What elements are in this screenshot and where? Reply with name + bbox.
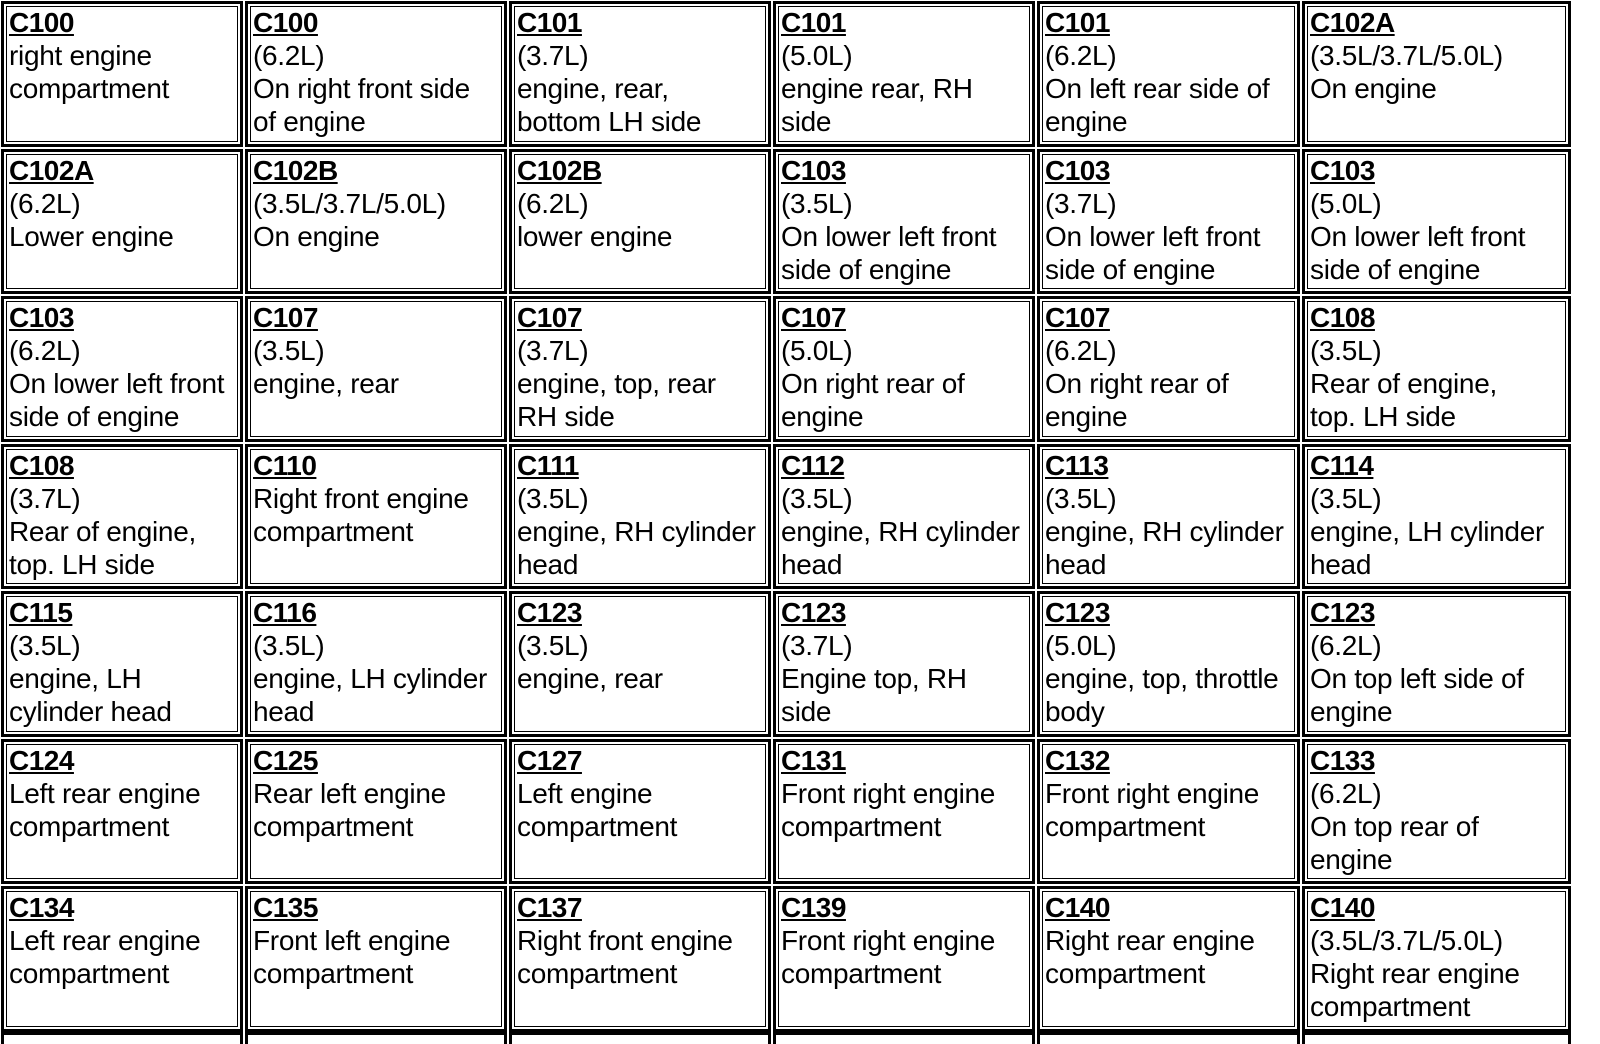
table-cell-edge xyxy=(245,1032,507,1044)
cell-line: (5.0L) xyxy=(1310,187,1382,219)
connector-code: C110 xyxy=(253,449,317,481)
connector-code: C124 xyxy=(9,744,74,776)
connector-code: C108 xyxy=(1310,302,1375,333)
cell-line: side xyxy=(781,696,832,727)
table-cell xyxy=(1,1,243,147)
cell-line: Right rear engine xyxy=(1045,925,1255,956)
connector-code: C127 xyxy=(517,744,582,776)
connector-code: C132 xyxy=(1045,744,1110,776)
cell-line: On top rear of xyxy=(1310,810,1479,842)
cell-line: compartment xyxy=(1045,810,1206,842)
table-cell xyxy=(773,739,1035,885)
connector-code: C135 xyxy=(253,892,318,923)
cell-line: compartment xyxy=(253,958,414,989)
table-cell xyxy=(245,149,507,295)
connector-code: C123 xyxy=(781,597,846,628)
cell-line: engine, RH cylinder xyxy=(1045,515,1284,547)
table-cell-edge xyxy=(509,1032,771,1044)
cell-line: compartment xyxy=(9,73,170,104)
cell-line: (3.7L) xyxy=(1045,187,1117,219)
table-cell-edge xyxy=(1302,1032,1571,1044)
table-cell xyxy=(773,149,1035,295)
cell-line: engine, top, throttle xyxy=(1045,663,1279,694)
cell-line: On right rear of xyxy=(781,368,965,399)
cell-line: On lower left front xyxy=(1045,220,1261,252)
cell-line: (3.5L) xyxy=(9,630,81,661)
connector-code: C103 xyxy=(781,154,846,186)
cell-line: (5.0L) xyxy=(781,335,853,366)
cell-line: Left rear engine xyxy=(9,925,201,956)
table-cell xyxy=(245,886,507,1032)
cell-line: (6.2L) xyxy=(1310,777,1382,809)
connector-code: C139 xyxy=(781,892,846,923)
cell-line: (3.5L/3.7L/5.0L) xyxy=(253,187,446,219)
table-cell xyxy=(773,1,1035,147)
table-cell xyxy=(245,296,507,442)
cell-line: engine xyxy=(1310,843,1393,875)
cell-line: compartment xyxy=(253,810,414,842)
connector-code: C103 xyxy=(9,302,74,333)
cell-line: engine, RH cylinder xyxy=(781,515,1020,547)
cell-line: (3.5L) xyxy=(781,187,853,219)
cell-line: engine xyxy=(1045,401,1128,432)
cell-line: side xyxy=(781,106,832,137)
cell-line: head xyxy=(1045,548,1107,580)
cell-line: On right front side xyxy=(253,73,470,104)
cell-line: (3.5L) xyxy=(517,630,589,661)
table-cell xyxy=(509,149,771,295)
cell-line: side of engine xyxy=(781,253,952,285)
cell-line: engine xyxy=(1045,106,1128,137)
table-cell xyxy=(1037,739,1300,885)
table-cell xyxy=(1,886,243,1032)
cell-line: compartment xyxy=(781,958,942,989)
table-cell xyxy=(1037,886,1300,1032)
cell-line: On right rear of xyxy=(1045,368,1229,399)
cell-line: (3.5L) xyxy=(781,482,853,514)
cell-line: Right front engine xyxy=(517,925,733,956)
connector-code: C101 xyxy=(1045,7,1110,38)
connector-code: C137 xyxy=(517,892,582,923)
connector-code: C113 xyxy=(1045,449,1109,481)
cell-line: (3.7L) xyxy=(517,40,589,71)
cell-line: compartment xyxy=(517,810,678,842)
table-cell xyxy=(1037,1,1300,147)
cell-line: Rear left engine xyxy=(253,777,446,809)
cell-line: (3.5L) xyxy=(1310,482,1382,514)
cell-line: Front right engine xyxy=(781,777,996,809)
cell-line: compartment xyxy=(781,810,942,842)
cell-line: head xyxy=(781,548,843,580)
table-cell xyxy=(1302,591,1571,737)
table-cell xyxy=(1,739,243,885)
connector-code: C111 xyxy=(517,449,579,481)
table-cell xyxy=(1302,739,1571,885)
cell-line: compartment xyxy=(253,515,414,547)
cell-line: (6.2L) xyxy=(9,187,81,219)
table-cell xyxy=(1,296,243,442)
connector-code: C101 xyxy=(781,7,846,38)
cell-line: right engine xyxy=(9,40,152,71)
cell-line: (5.0L) xyxy=(1045,630,1117,661)
cell-line: Front left engine xyxy=(253,925,451,956)
cell-line: head xyxy=(1310,548,1372,580)
cell-line: (3.5L) xyxy=(253,335,325,366)
connector-code: C102A xyxy=(9,154,94,186)
connector-code: C112 xyxy=(781,449,845,481)
cell-line: engine xyxy=(781,401,864,432)
connector-code: C102B xyxy=(517,154,602,186)
cell-line: compartment xyxy=(1310,991,1471,1022)
cell-line: body xyxy=(1045,696,1105,727)
cell-line: cylinder head xyxy=(9,696,172,727)
table-cell xyxy=(509,296,771,442)
connector-code: C100 xyxy=(9,7,74,38)
table-cell xyxy=(245,444,507,590)
cell-line: compartment xyxy=(9,810,170,842)
connector-code: C102B xyxy=(253,154,338,186)
connector-code: C140 xyxy=(1045,892,1110,923)
cell-line: Front right engine xyxy=(1045,777,1260,809)
table-cell xyxy=(245,1,507,147)
cell-line: top. LH side xyxy=(1310,401,1456,432)
cell-line: compartment xyxy=(9,958,170,989)
cell-line: Left rear engine xyxy=(9,777,201,809)
connector-code: C116 xyxy=(253,597,317,628)
table-cell xyxy=(509,886,771,1032)
cell-line: compartment xyxy=(1045,958,1206,989)
cell-line: compartment xyxy=(517,958,678,989)
cell-line: of engine xyxy=(253,106,366,137)
cell-line: head xyxy=(253,696,315,727)
connector-code: C125 xyxy=(253,744,318,776)
cell-line: (3.5L) xyxy=(253,630,325,661)
connector-code: C133 xyxy=(1310,744,1375,776)
cell-line: engine, rear, xyxy=(517,73,669,104)
cell-line: Front right engine xyxy=(781,925,996,956)
cell-line: side of engine xyxy=(1310,253,1481,285)
connector-code: C101 xyxy=(517,7,582,38)
cell-line: On engine xyxy=(253,220,380,252)
table-cell xyxy=(509,444,771,590)
cell-line: RH side xyxy=(517,401,615,432)
connector-code: C107 xyxy=(781,302,846,333)
cell-line: engine, rear xyxy=(253,368,399,399)
cell-line: Right front engine xyxy=(253,482,469,514)
table-cell-edge xyxy=(773,1032,1035,1044)
cell-line: engine, LH cylinder xyxy=(1310,515,1544,547)
connector-code: C131 xyxy=(781,744,846,776)
cell-line: (3.5L/3.7L/5.0L) xyxy=(1310,40,1503,71)
table-cell xyxy=(245,591,507,737)
connector-code: C103 xyxy=(1310,154,1375,186)
connector-code: C107 xyxy=(253,302,318,333)
cell-line: On top left side of xyxy=(1310,663,1524,694)
table-cell xyxy=(245,739,507,885)
connector-code: C107 xyxy=(1045,302,1110,333)
cell-line: Rear of engine, xyxy=(1310,368,1497,399)
cell-line: engine rear, RH xyxy=(781,73,973,104)
cell-line: (6.2L) xyxy=(1045,335,1117,366)
cell-line: (3.5L) xyxy=(517,482,589,514)
cell-line: Lower engine xyxy=(9,220,174,252)
cell-line: engine, LH xyxy=(9,663,142,694)
cell-line: (5.0L) xyxy=(781,40,853,71)
table-cell xyxy=(1302,149,1571,295)
connector-code: C107 xyxy=(517,302,582,333)
connector-code: C123 xyxy=(1045,597,1110,628)
connector-code: C108 xyxy=(9,449,74,481)
cell-line: engine xyxy=(1310,696,1393,727)
table-cell xyxy=(1037,444,1300,590)
table-cell-edge xyxy=(1037,1032,1300,1044)
cell-line: lower engine xyxy=(517,220,673,252)
cell-line: Left engine xyxy=(517,777,653,809)
table-cell xyxy=(773,886,1035,1032)
cell-line: On lower left front xyxy=(781,220,997,252)
cell-line: engine, LH cylinder xyxy=(253,663,487,694)
cell-line: (3.7L) xyxy=(781,630,853,661)
table-cell xyxy=(1,591,243,737)
table-cell-edge xyxy=(1,1032,243,1044)
cell-line: side of engine xyxy=(1045,253,1216,285)
cell-line: (6.2L) xyxy=(517,187,589,219)
cell-line: top. LH side xyxy=(9,548,155,580)
table-cell xyxy=(1037,296,1300,442)
cell-line: (3.7L) xyxy=(517,335,589,366)
table-cell xyxy=(773,444,1035,590)
cell-line: (6.2L) xyxy=(1045,40,1117,71)
cell-line: Engine top, RH xyxy=(781,663,967,694)
connector-code: C100 xyxy=(253,7,318,38)
cell-line: side of engine xyxy=(9,401,180,432)
connector-code: C123 xyxy=(1310,597,1375,628)
table-cell xyxy=(509,1,771,147)
table-cell xyxy=(1302,1,1571,147)
cell-line: Right rear engine xyxy=(1310,958,1520,989)
connector-code: C103 xyxy=(1045,154,1110,186)
cell-line: Rear of engine, xyxy=(9,515,196,547)
cell-line: (3.7L) xyxy=(9,482,81,514)
connector-code: C134 xyxy=(9,892,74,923)
cell-line: On lower left front xyxy=(9,368,225,399)
table-cell xyxy=(1302,444,1571,590)
cell-line: (3.5L) xyxy=(1045,482,1117,514)
cell-line: engine, RH cylinder xyxy=(517,515,756,547)
cell-line: head xyxy=(517,548,579,580)
connector-code: C115 xyxy=(9,597,73,628)
table-cell xyxy=(509,591,771,737)
cell-line: engine, top, rear xyxy=(517,368,716,399)
next-row-edge xyxy=(0,1032,1600,1044)
table-cell xyxy=(1,149,243,295)
table-cell xyxy=(1302,886,1571,1032)
cell-line: (3.5L/3.7L/5.0L) xyxy=(1310,925,1503,956)
connector-code: C114 xyxy=(1310,449,1374,481)
connector-code: C140 xyxy=(1310,892,1375,923)
cell-line: On left rear side of xyxy=(1045,73,1270,104)
table-cell xyxy=(1037,591,1300,737)
table-cell xyxy=(1037,149,1300,295)
table-cell xyxy=(1302,296,1571,442)
cell-line: On lower left front xyxy=(1310,220,1526,252)
table-cell xyxy=(773,296,1035,442)
table-cell xyxy=(509,739,771,885)
cell-line: (6.2L) xyxy=(1310,630,1382,661)
table-cell xyxy=(1,444,243,590)
connector-code: C102A xyxy=(1310,7,1395,38)
table-cell xyxy=(773,591,1035,737)
connector-code: C123 xyxy=(517,597,582,628)
cell-line: On engine xyxy=(1310,73,1437,104)
cell-line: engine, rear xyxy=(517,663,663,694)
cell-line: (6.2L) xyxy=(9,335,81,366)
cell-line: bottom LH side xyxy=(517,106,702,137)
cell-line: (6.2L) xyxy=(253,40,325,71)
cell-line: (3.5L) xyxy=(1310,335,1382,366)
